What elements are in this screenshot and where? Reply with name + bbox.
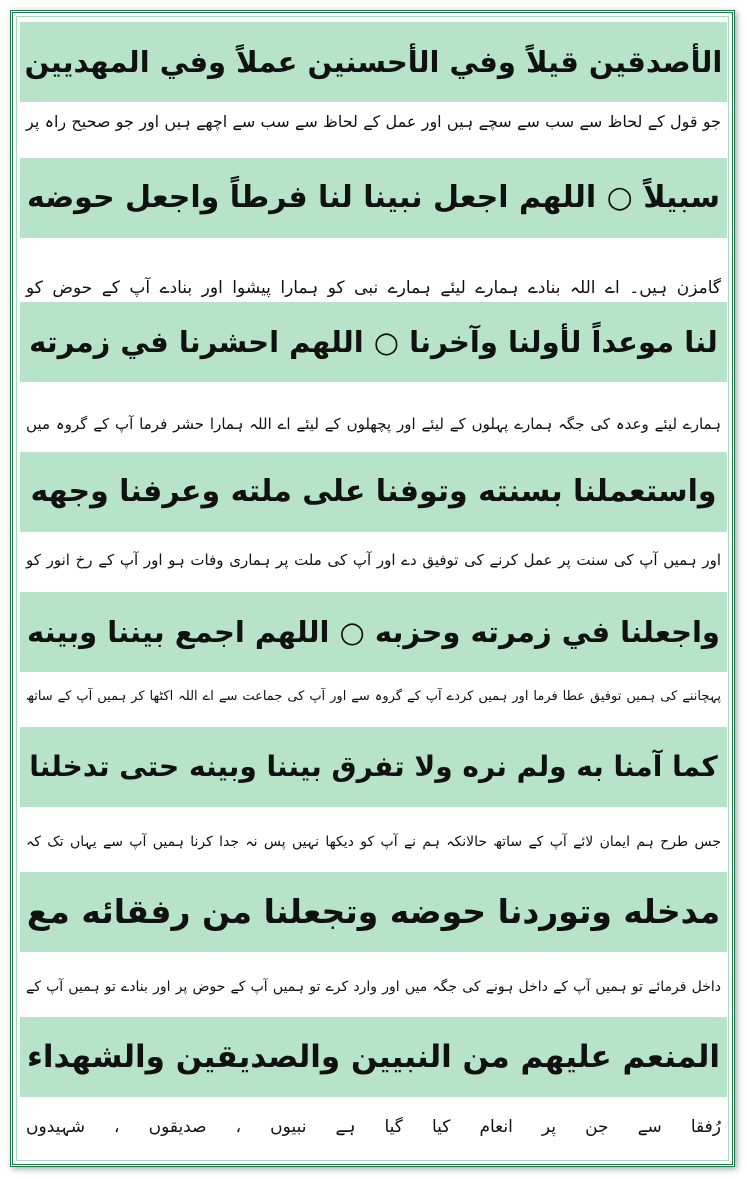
- urdu-translation-4: اور ہمیں آپ کی سنت پر عمل کرنے کی توفیق دے اور آپ کی ملت پر ہماری وفات ہو اور آپ کے رخ انور کو: [20, 540, 727, 580]
- urdu-translation-8: رُفقا سے جن پر انعام کیا گیا ہے نبیوں ، صدیقوں ، شہیدوں: [20, 1107, 727, 1147]
- arabic-line-7: مدخله وتوردنا حوضه وتجعلنا من رفقائه مع: [20, 872, 727, 952]
- urdu-translation-6: جس طرح ہم ایمان لائے آپ کے ساتھ حالانکہ ہم نے آپ کو دیکھا نہیں پس نہ جدا کرنا ہمیں آپ سے یہاں تک کہ: [20, 822, 727, 862]
- urdu-translation-2: گامزن ہیں۔ اے اللہ بنادے ہمارے لیئے ہمارے نبی کو ہمارا پیشوا اور بنادے آپ کے حوض کو: [20, 268, 727, 308]
- urdu-translation-7: داخل فرمائے تو ہمیں آپ کے داخل ہونے کی جگہ میں اور وارد کرے تو ہمیں آپ کے حوض پر اور بنادے تو ہمیں آپ کے: [20, 967, 727, 1007]
- arabic-line-1: الأصدقين قيلاً وفي الأحسنين عملاً وفي المهديين: [20, 22, 727, 102]
- arabic-line-2: سبيلاً ○ اللهم اجعل نبينا لنا فرطاً واجعل حوضه: [20, 158, 727, 238]
- urdu-translation-1: جو قول کے لحاظ سے سب سے سچے ہیں اور عمل کے لحاظ سے سب سے اچھے ہیں اور جو صحیح راہ پر: [20, 102, 727, 142]
- arabic-line-5: واجعلنا في زمرته وحزبه ○ اللهم اجمع بيننا وبينه: [20, 592, 727, 672]
- arabic-line-8: المنعم عليهم من النبيين والصديقين والشهداء: [20, 1017, 727, 1097]
- prayer-page: [20, 22, 727, 1157]
- arabic-line-6: كما آمنا به ولم نره ولا تفرق بيننا وبينه حتى تدخلنا: [20, 727, 727, 807]
- urdu-translation-5: پہچاننے کی ہمیں توفیق عطا فرما اور ہمیں کردے آپ کے گروہ سے اور آپ کی جماعت سے اے اللہ اکٹھا کر ہمیں آپ کے ساتھ: [20, 677, 727, 717]
- arabic-line-4: واستعملنا بسنته وتوفنا على ملته وعرفنا وجهه: [20, 452, 727, 532]
- urdu-translation-3: ہمارے لیئے وعدہ کی جگہ ہمارے پہلوں کے لیئے اور پچھلوں کے لیئے اے اللہ ہمارا حشر فرما آپ کے گروہ میں: [20, 404, 727, 444]
- arabic-line-3: لنا موعداً لأولنا وآخرنا ○ اللهم احشرنا في زمرته: [20, 302, 727, 382]
